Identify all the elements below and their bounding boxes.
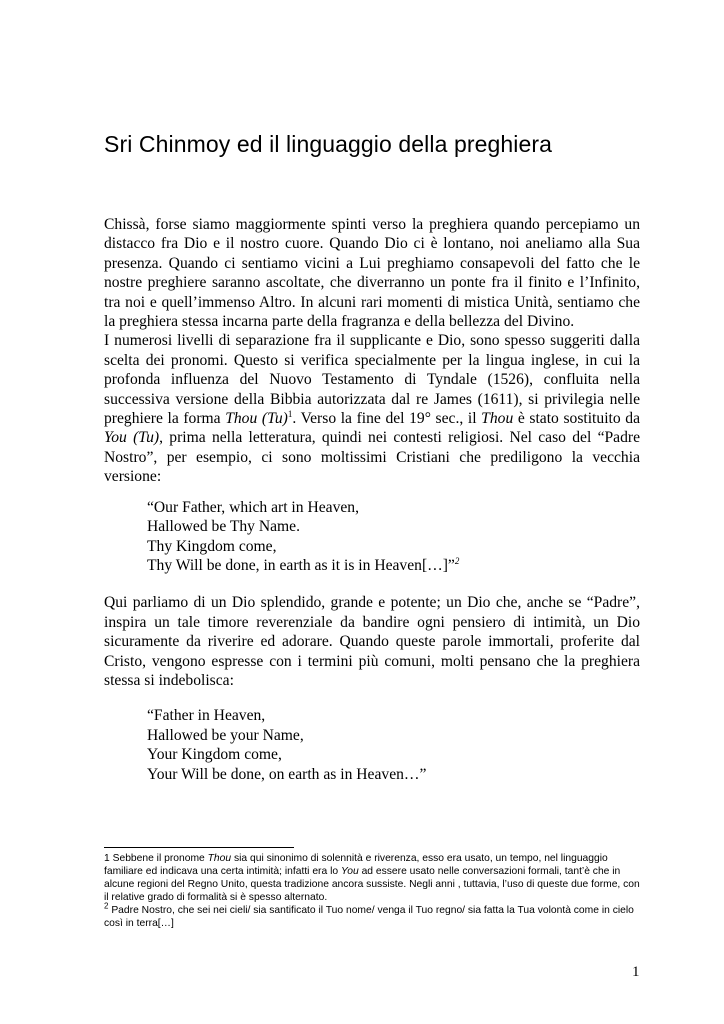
quote-line: “Father in Heaven, <box>147 707 266 725</box>
footnote-1-text-c: ad essere usato nelle conversazioni formali, tant’è che in alcune regioni del Regno Unito, questa tradizione ancora sussiste. Negli anni , tuttavia, l’uso di queste due forme, con il relative grado di formalità si è spesso alternato. <box>104 865 640 903</box>
quote-block-2 <box>147 706 640 784</box>
footnote-2-number: 2 <box>104 901 109 911</box>
quote-line-text: Thy Will be done, in earth as it is in Heaven[…]” <box>147 556 455 574</box>
page-number: 1 <box>632 964 640 980</box>
paragraph-2-text-d: , prima nella letteratura, quindi nei contesti religiosi. Nel caso del “Padre Nostro”, per esempio, ci sono moltissimi Cristiani che prediligono la vecchia versione: <box>104 429 640 486</box>
footnotes <box>104 853 644 930</box>
paragraph-2-text-c: è stato sostituito da <box>513 410 640 428</box>
footnote-1-text-b: sia qui sinonimo di solennità e riverenza, esso era usato, un tempo, nel linguaggio familiare ed indicava una certa intimità; infatti era lo <box>104 853 608 877</box>
footnote-1-text-a: Sebbene il pronome <box>109 853 208 864</box>
quote-line <box>147 556 640 575</box>
quote-block-1 <box>147 498 640 576</box>
thou-term: Thou <box>481 410 514 428</box>
paragraph-2 <box>104 331 640 486</box>
paragraph-2-text-b: . Verso la fine del 19° sec., il <box>292 410 482 428</box>
footnote-divider <box>104 847 294 848</box>
quote-line: Hallowed be Thy Name. <box>147 518 301 536</box>
quote-line: Hallowed be your Name, <box>147 726 304 744</box>
footnote-1-you: You <box>340 865 359 877</box>
quote-line: Your Will be done, on earth as in Heaven…” <box>147 765 427 783</box>
footnote-ref-2[interactable]: 2 <box>454 555 460 566</box>
footnote-2 <box>104 901 644 931</box>
body-text <box>104 215 640 794</box>
paragraph-2-text-a: I numerosi livelli di separazione fra il supplicante e Dio, sono spesso suggeriti dalla scelta dei pronomi. Questo si verifica specialmente per la lingua inglese, in cui la profonda influenza del Nuovo Testamento di Tyndale (1526), confluita nella successiva versione della Bibbia autorizzata dal re James (1611), si privilegia nelle preghiere la forma <box>104 332 640 428</box>
paragraph-3: Qui parliamo di un Dio splendido, grande e potente; un Dio che, anche se “Padre”, inspira un tale timore reverenziale da bandire ogni pensiero di intimità, un Dio sicuramente da riverire ed adorare. Quando queste parole immortali, proferite dal Cristo, vengono espresse con i termini più comuni, molti pensano che la preghiera stessa si indebolisca: <box>104 594 640 689</box>
thou-tu-term: Thou (Tu) <box>225 410 288 428</box>
quote-line: Thy Kingdom come, <box>147 537 277 555</box>
footnote-1 <box>104 853 644 905</box>
footnote-ref-1[interactable]: 1 <box>287 408 293 419</box>
paragraph-1: Chissà, forse siamo maggiormente spinti verso la preghiera quando percepiamo un distacco fra Dio e il nostro cuore. Quando Dio ci è lontano, noi aneliamo alla Sua presenza. Quando ci sentiamo vicini a Lui preghiamo consapevoli del fatto che le nostre preghiere saranno ascoltate, che diverranno un ponte fra il finito e l’Infinito, tra noi e quell’immenso Altro. In alcuni rari momenti di mistica Unità, sentiamo che la preghiera stessa incarna parte della fragranza e della bellezza del Divino. <box>104 216 640 331</box>
you-tu-term: You (Tu) <box>104 429 160 447</box>
page-title: Sri Chinmoy ed il linguaggio della preghiera <box>104 131 553 157</box>
quote-line: “Our Father, which art in Heaven, <box>147 498 359 516</box>
footnote-1-thou: Thou <box>207 853 232 864</box>
footnote-2-text: Padre Nostro, che sei nei cieli/ sia santificato il Tuo nome/ venga il Tuo regno/ sia fatta la Tua volontà come in cielo così in terra[…] <box>104 904 634 929</box>
footnote-1-number: 1 <box>104 853 110 864</box>
quote-line: Your Kingdom come, <box>147 746 282 764</box>
